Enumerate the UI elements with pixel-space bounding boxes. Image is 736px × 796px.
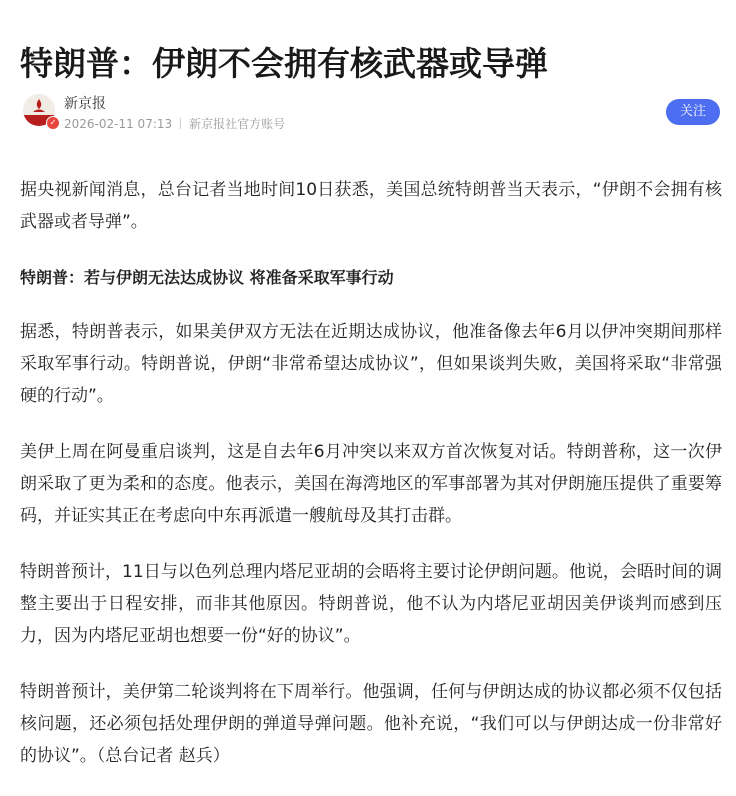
paragraph-4: 特朗普预计，11日与以色列总理内塔尼亚胡的会晤将主要讨论伊朗问题。他说，会晤时间的调整主要出于日程安排，而非其他原因。特朗普说，他不认为内塔尼亚胡因美伊谈判而感到压力，因为内塔尼亚胡也想要一份“好的协议”。 xyxy=(20,562,722,646)
publish-meta xyxy=(64,115,285,133)
xinjingbao-logo-icon xyxy=(30,98,48,113)
paragraph-2: 据悉，特朗普表示，如果美伊双方无法在近期达成协议，他准备像去年6月以伊冲突期间那样采取军事行动。特朗普说，伊朗“非常希望达成协议”，但如果谈判失败，美国将采取“非常强硬的行动”。 xyxy=(20,322,722,406)
author-name[interactable]: 新京报 xyxy=(64,96,106,112)
meta-divider xyxy=(180,118,181,129)
author-bar xyxy=(20,92,720,136)
account-type: 新京报社官方账号 xyxy=(189,117,286,131)
paragraph-1: 据央视新闻消息，总台记者当地时间10日获悉，美国总统特朗普当天表示，“伊朗不会拥有核武器或者导弹”。 xyxy=(20,180,722,232)
follow-button[interactable]: 关注 xyxy=(666,99,720,125)
article-body xyxy=(20,174,722,796)
publish-date: 2026-02-11 07:13 xyxy=(64,117,173,131)
article-headline: 特朗普：伊朗不会拥有核武器或导弹 xyxy=(20,44,548,84)
section-subheading: 特朗普：若与伊朗无法达成协议 将准备采取军事行动 xyxy=(20,268,394,287)
verified-badge-icon: ✓ xyxy=(46,116,60,130)
paragraph-5: 特朗普预计，美伊第二轮谈判将在下周举行。他强调，任何与伊朗达成的协议都必须不仅包括核问题，还必须包括处理伊朗的弹道导弹问题。他补充说，“我们可以与伊朗达成一份非常好的协议”。（总台记者 赵兵） xyxy=(20,682,722,766)
paragraph-3: 美伊上周在阿曼重启谈判，这是自去年6月冲突以来双方首次恢复对话。特朗普称，这一次伊朗采取了更为柔和的态度。他表示，美国在海湾地区的军事部署为其对伊朗施压提供了重要筹码，并证实其正在考虑向中东再派遣一艘航母及其打击群。 xyxy=(20,442,722,526)
